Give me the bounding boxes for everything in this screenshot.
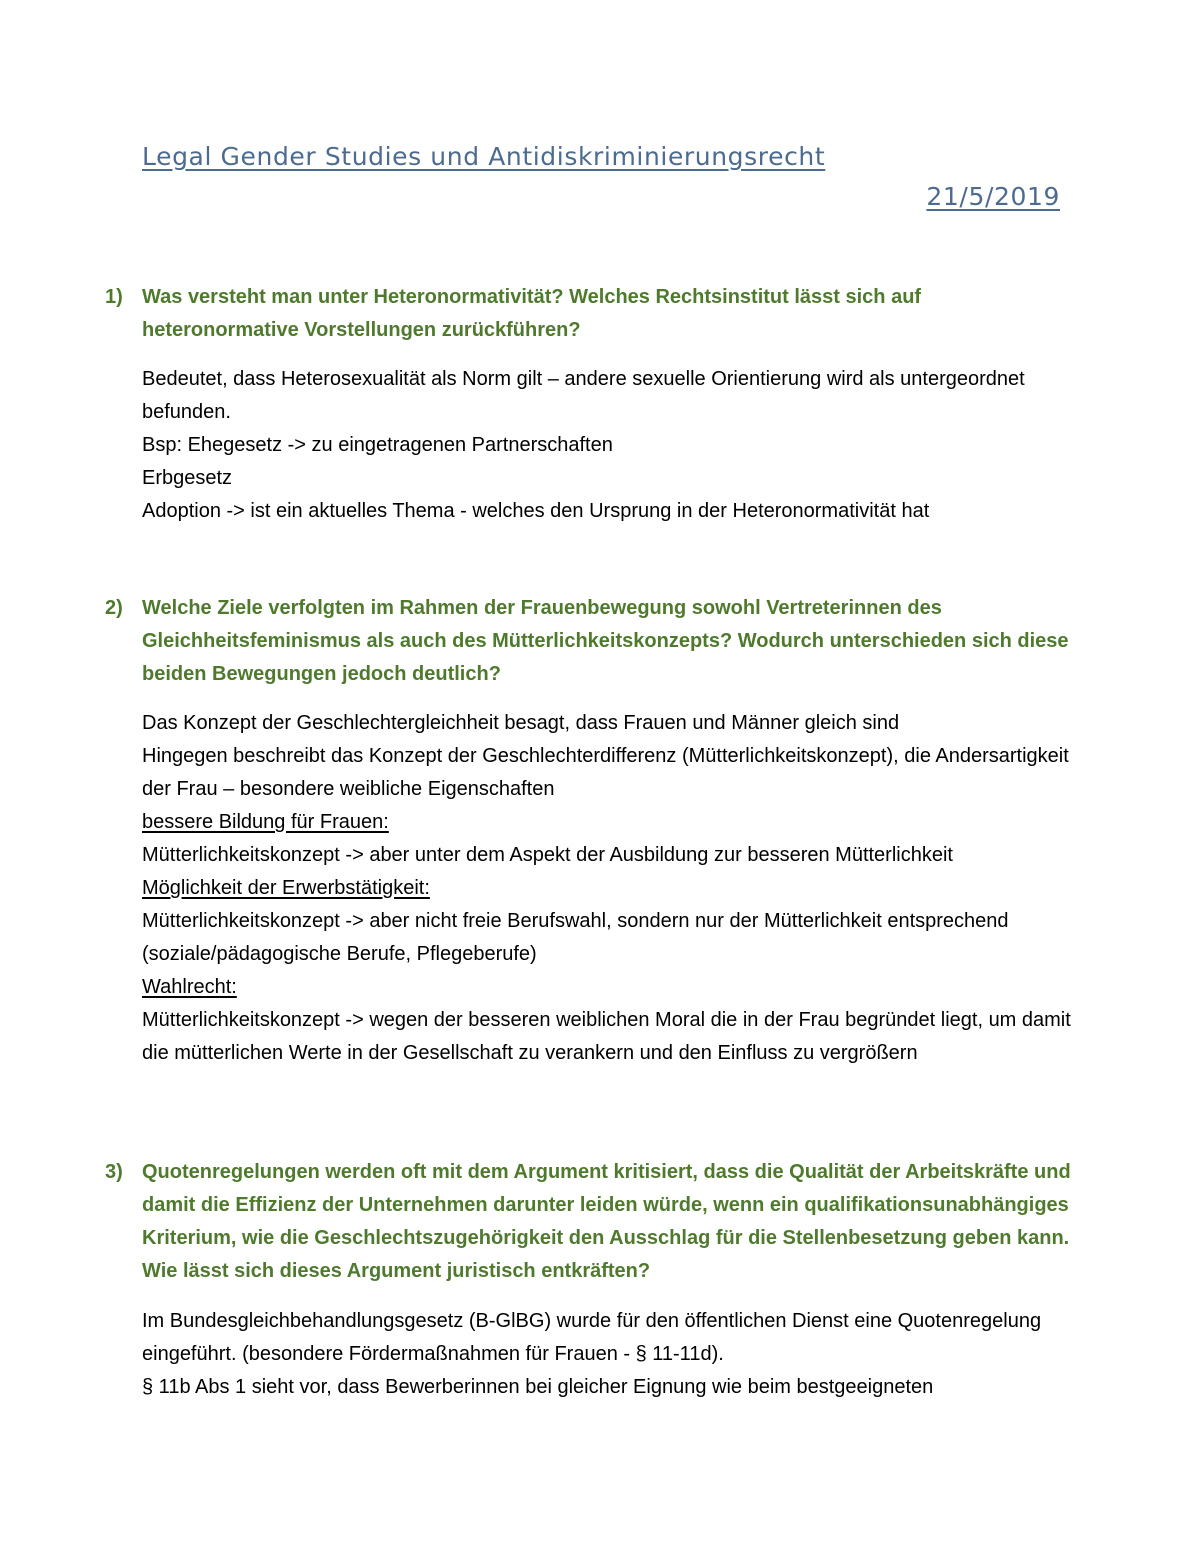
answer-line: Mütterlichkeitskonzept -> aber unter dem Aspekt der Ausbildung zur besseren Mütterlichkeit — [142, 844, 953, 866]
answer-line: Hingegen beschreibt das Konzept der Geschlechterdifferenz (Mütterlichkeitskonzept), die Andersartigkeit der Frau – besondere weibliche Eigenschaften — [142, 745, 1069, 800]
answer-line: Im Bundesgleichbehandlungsgesetz (B-GlBG) wurde für den öffentlichen Dienst eine Quotenregelung eingeführt. (besondere Fördermaßnahmen für Frauen - § 11-11d). — [142, 1310, 1042, 1365]
document-date: 21/5/2019 — [926, 182, 1060, 211]
question-3 — [105, 1156, 1075, 1288]
answer-line: Adoption -> ist ein aktuelles Thema - welches den Ursprung in der Heteronormativität hat — [142, 500, 930, 522]
document-title: Legal Gender Studies und Antidiskriminierungsrecht — [142, 142, 826, 171]
answer-3 — [142, 1305, 1077, 1404]
question-number: 1) — [105, 286, 123, 308]
answer-subheading: bessere Bildung für Frauen: — [142, 811, 389, 833]
question-number: 3) — [105, 1161, 123, 1183]
answer-line: § 11b Abs 1 sieht vor, dass Bewerberinnen bei gleicher Eignung wie beim bestgeeigneten — [142, 1376, 934, 1398]
answer-1 — [142, 363, 1077, 528]
question-text: Welche Ziele verfolgten im Rahmen der Frauenbewegung sowohl Vertreterinnen des Gleichheitsfeminismus als auch des Mütterlichkeitskonzepts? Wodurch unterschieden sich diese beiden Bewegungen jedoch deutlich? — [142, 597, 1069, 685]
question-text: Was versteht man unter Heteronormativität? Welches Rechtsinstitut lässt sich auf heteronormative Vorstellungen zurückführen? — [142, 286, 922, 341]
answer-subheading: Wahlrecht: — [142, 976, 237, 998]
answer-line: Mütterlichkeitskonzept -> aber nicht freie Berufswahl, sondern nur der Mütterlichkeit entsprechend (soziale/pädagogische Berufe, Pflegeberufe) — [142, 910, 1009, 965]
question-1 — [105, 281, 1075, 347]
answer-line: Bsp: Ehegesetz -> zu eingetragenen Partnerschaften — [142, 434, 613, 456]
answer-2 — [142, 707, 1077, 1070]
question-2 — [105, 592, 1075, 691]
answer-line: Erbgesetz — [142, 467, 233, 489]
answer-subheading: Möglichkeit der Erwerbstätigkeit: — [142, 877, 430, 899]
answer-line: Das Konzept der Geschlechtergleichheit besagt, dass Frauen und Männer gleich sind — [142, 712, 900, 734]
question-text: Quotenregelungen werden oft mit dem Argument kritisiert, dass die Qualität der Arbeitskräfte und damit die Effizienz der Unternehmen darunter leiden würde, wenn ein qualifikationsunabhängiges Kriterium, wie die Geschlechtszugehörigkeit den Ausschlag für die Stellenbesetzung geben kann. Wie lässt sich dieses Argument juristisch entkräften? — [142, 1161, 1071, 1282]
answer-line: Bedeutet, dass Heterosexualität als Norm gilt – andere sexuelle Orientierung wird als untergeordnet befunden. — [142, 368, 1025, 423]
question-number: 2) — [105, 597, 123, 619]
answer-line: Mütterlichkeitskonzept -> wegen der besseren weiblichen Moral die in der Frau begründet liegt, um damit die mütterlichen Werte in der Gesellschaft zu verankern und den Einfluss zu vergrößern — [142, 1009, 1071, 1064]
